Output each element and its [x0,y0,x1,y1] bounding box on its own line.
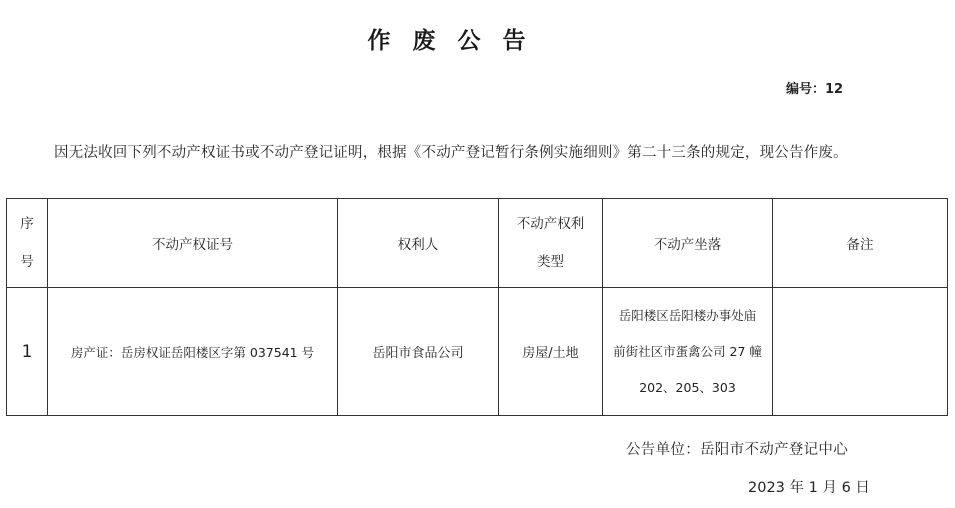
notice-title: 作废公告 [367,27,548,54]
header-type-line1: 不动产权利 [516,216,585,232]
header-right-type [499,199,603,288]
header-seq [7,199,48,288]
header-location: 不动产坐落 [603,199,773,288]
header-remark: 备注 [773,199,948,288]
row-location-line1: 岳阳楼区岳阳楼办事处庙 [618,307,757,323]
header-seq-line2: 号 [20,254,34,270]
row-cert-number: 房产证：岳房权证岳阳楼区字第 037541 号 [48,288,338,416]
row-remark [773,288,948,416]
issue-date: 2023 年 1 月 6 日 [748,480,870,496]
header-cert-number: 不动产权证号 [48,199,338,288]
void-certificate-table [6,198,948,416]
row-holder: 岳阳市食品公司 [338,288,499,416]
table-row [7,288,948,416]
row-location-line3: 202、205、303 [639,379,736,395]
row-right-type: 房屋/土地 [499,288,603,416]
document-number: 编号：12 [786,82,844,97]
row-number: 1 [7,288,48,416]
row-location-line2: 前街社区市蛋禽公司 27 幢 [613,343,762,359]
header-holder: 权利人 [338,199,499,288]
table-header-row [7,199,948,288]
notice-intro: 因无法收回下列不动产权证书或不动产登记证明，根据《不动产登记暂行条例实施细则》第二十三条的规定，现公告作废。 [54,145,848,161]
header-seq-line1: 序 [20,216,34,232]
row-location [603,288,773,416]
issuing-unit: 公告单位：岳阳市不动产登记中心 [626,442,848,458]
header-type-line2: 类型 [537,254,564,270]
